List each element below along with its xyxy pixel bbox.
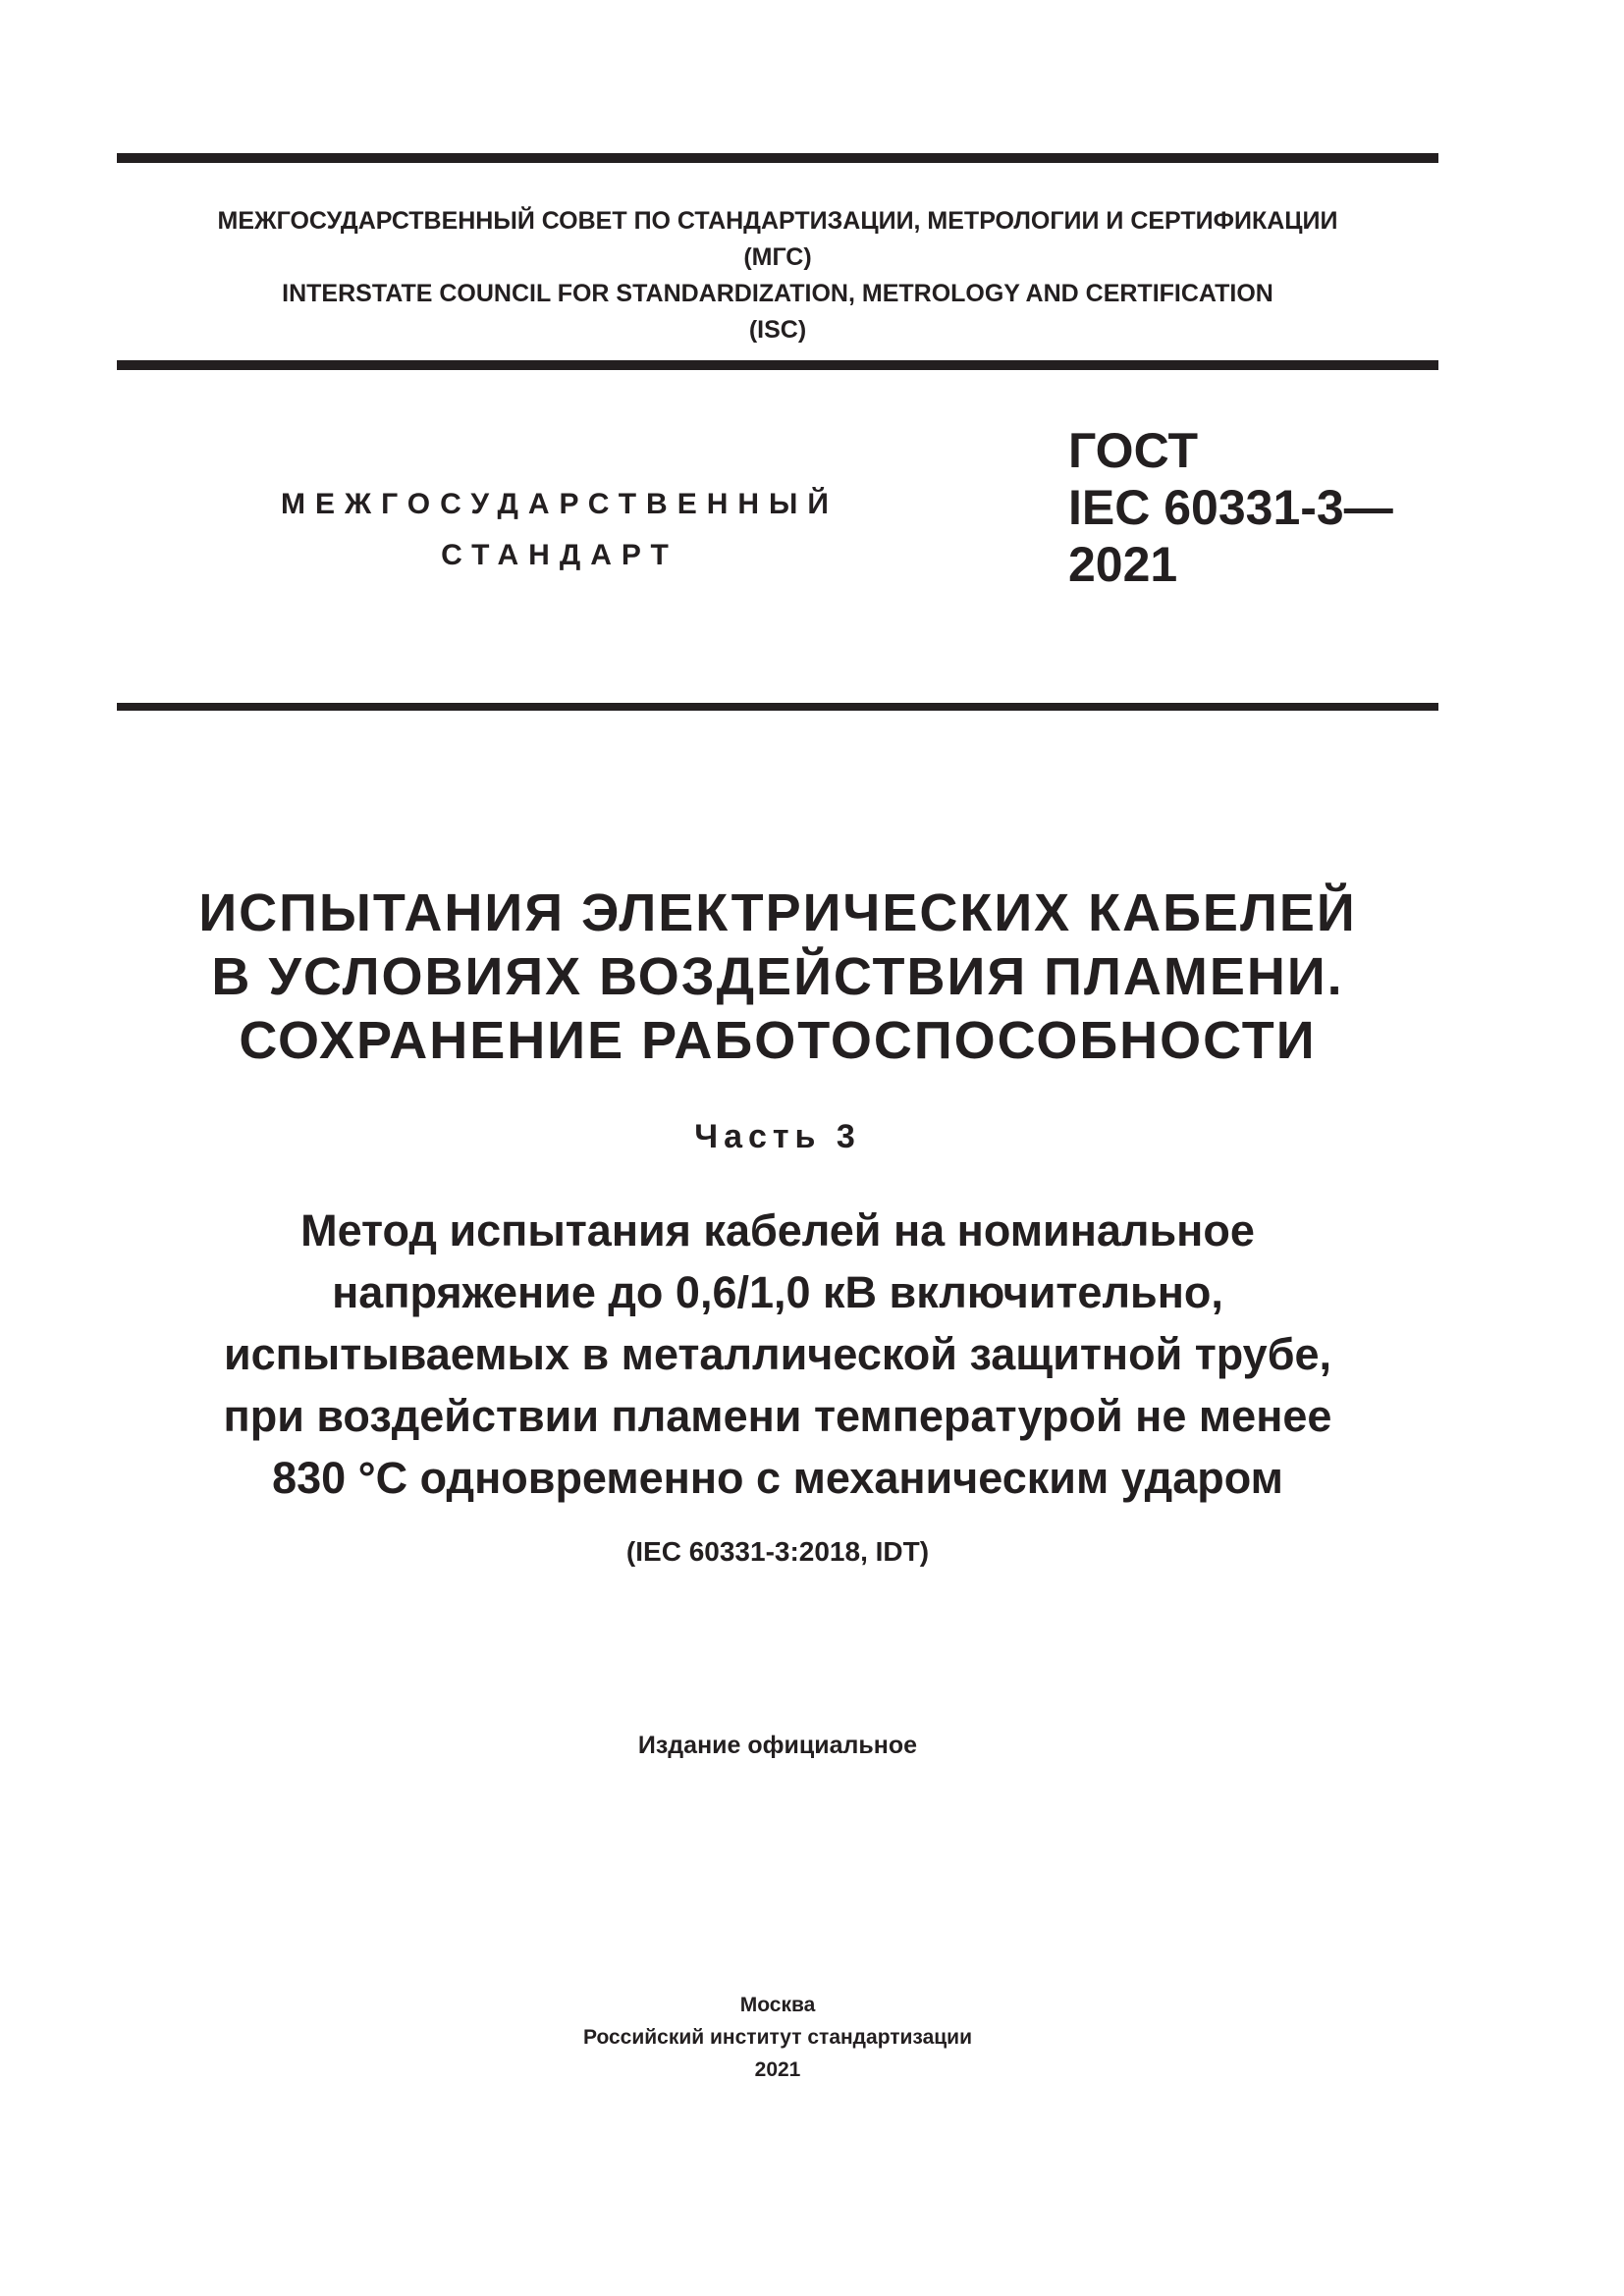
council-abbr-ru: (МГС): [743, 243, 812, 271]
designation-line-3: 2021: [1068, 537, 1178, 592]
title-line-1: ИСПЫТАНИЯ ЭЛЕКТРИЧЕСКИХ КАБЕЛЕЙ: [198, 883, 1357, 942]
subtitle-line-2: напряжение до 0,6/1,0 кВ включительно,: [332, 1267, 1223, 1317]
part-label: Часть 3: [694, 1118, 861, 1155]
imprint-publisher: Российский институт стандартизации: [582, 2026, 973, 2049]
imprint-city: Москва: [739, 1994, 816, 2016]
iec-reference: (IEC 60331-3:2018, IDT): [625, 1536, 930, 1567]
designation-rule: [117, 703, 1438, 711]
header-rule: [117, 360, 1438, 370]
title-line-3: СОХРАНЕНИЕ РАБОТОСПОСОБНОСТИ: [239, 1011, 1317, 1070]
council-name-ru: МЕЖГОСУДАРСТВЕННЫЙ СОВЕТ ПО СТАНДАРТИЗАЦИИ, МЕТРОЛОГИИ И СЕРТИФИКАЦИИ: [217, 207, 1338, 235]
imprint: [117, 1989, 1438, 2086]
document-title: [117, 881, 1438, 1073]
council-name-en: INTERSTATE COUNCIL FOR STANDARDIZATION, METROLOGY AND CERTIFICATION: [282, 280, 1273, 307]
standard-designation: [1068, 422, 1393, 593]
edition-note: Издание официальное: [637, 1732, 918, 1759]
subtitle-line-4: при воздействии пламени температурой не менее: [223, 1391, 1332, 1441]
top-rule: [117, 153, 1438, 163]
standard-kind-line-1: МЕЖГОСУДАРСТВЕННЫЙ: [281, 488, 839, 520]
title-line-2: В УСЛОВИЯХ ВОЗДЕЙСТВИЯ ПЛАМЕНИ.: [211, 947, 1344, 1006]
subtitle-line-3: испытываемых в металлической защитной трубе,: [223, 1329, 1332, 1379]
council-abbr-en: (ISC): [748, 316, 807, 344]
subtitle-line-1: Метод испытания кабелей на номинальное: [300, 1205, 1255, 1255]
standard-kind: [226, 479, 893, 581]
standard-kind-line-2: СТАНДАРТ: [441, 539, 678, 571]
designation-line-2: IEC 60331-3—: [1068, 480, 1393, 535]
designation-line-1: ГОСТ: [1068, 423, 1198, 478]
council-header: [117, 203, 1438, 348]
part-subtitle: [117, 1200, 1438, 1509]
subtitle-line-5: 830 °С одновременно с механическим ударом: [272, 1453, 1283, 1503]
imprint-year: 2021: [754, 2058, 801, 2081]
